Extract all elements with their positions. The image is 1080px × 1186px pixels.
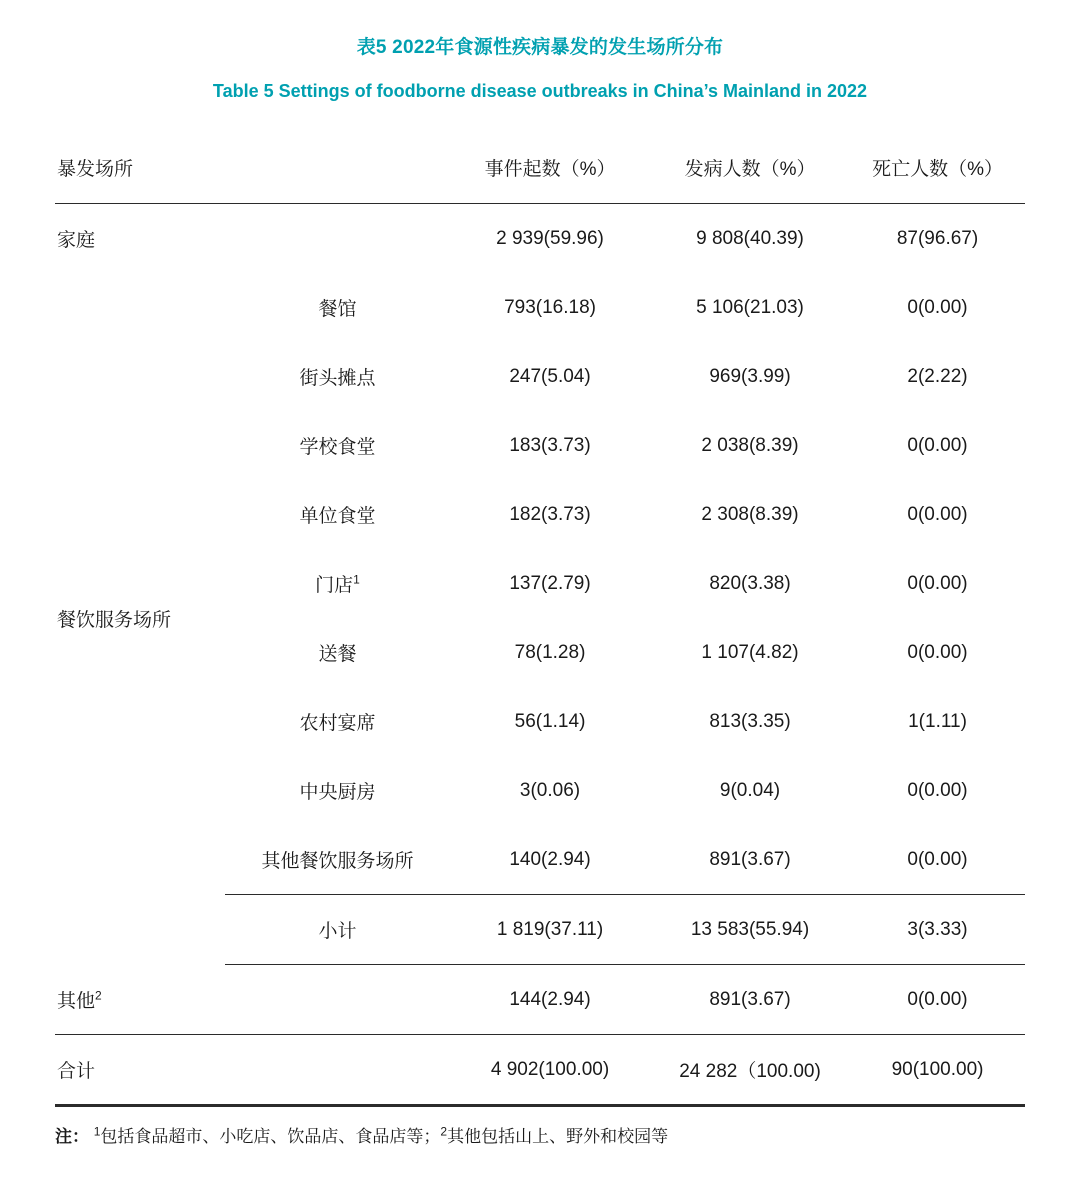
row-label: 单位食堂: [299, 506, 376, 527]
row-events: 2 939(59.96): [496, 227, 604, 249]
row-deaths: 0(0.00): [907, 848, 968, 870]
row-events: 56(1.14): [514, 710, 586, 732]
table-row-other: [55, 965, 1025, 1035]
footnote-marker-2: 2: [95, 988, 102, 1003]
row-events: 144(2.94): [509, 988, 591, 1010]
row-deaths: 0(0.00): [907, 988, 968, 1010]
row-label: 家庭: [57, 230, 96, 251]
footnote-prefix: 注：: [55, 1127, 89, 1146]
row-events: 140(2.94): [509, 848, 591, 870]
row-deaths: 0(0.00): [907, 572, 968, 594]
table-body: [55, 204, 1025, 1106]
row-cases: 820(3.38): [709, 572, 791, 594]
row-cases: 5 106(21.03): [696, 296, 804, 318]
row-cases: 13 583(55.94): [650, 895, 850, 965]
row-events: 247(5.04): [509, 365, 591, 387]
column-header-cases: 发病人数（%）: [650, 132, 850, 204]
row-cases: 1 107(4.82): [701, 641, 799, 663]
row-label: 合计: [55, 1035, 450, 1106]
row-deaths: 90(100.00): [850, 1035, 1025, 1106]
row-cases: 2 308(8.39): [701, 503, 799, 525]
footnote-text-2: 其他包括山上、野外和校园等: [447, 1127, 669, 1146]
row-deaths: 3(3.33): [850, 895, 1025, 965]
row-label: 送餐: [318, 644, 357, 665]
row-deaths: 87(96.67): [896, 227, 979, 249]
row-events: 3(0.06): [519, 779, 581, 801]
row-label: 中央厨房: [299, 782, 376, 803]
row-deaths: 0(0.00): [907, 296, 968, 318]
footnote-body: [93, 1124, 669, 1146]
settings-table: [55, 132, 1025, 1107]
row-label: [55, 965, 450, 1035]
table-header-row: [55, 132, 1025, 204]
footnote-sup-1: 1: [93, 1124, 101, 1139]
row-cases: 2 038(8.39): [701, 434, 799, 456]
row-cases: 24 282（100.00): [650, 1035, 850, 1106]
row-deaths: 2(2.22): [907, 365, 968, 387]
row-cases: 9 808(40.39): [696, 227, 804, 249]
row-deaths: 0(0.00): [907, 779, 968, 801]
row-deaths: 0(0.00): [907, 641, 968, 663]
table-row-total: [55, 1035, 1025, 1106]
row-events: 183(3.73): [509, 434, 591, 456]
footnote-marker-1: 1: [353, 572, 360, 587]
row-cases: 969(3.99): [709, 365, 791, 387]
row-deaths: 0(0.00): [907, 503, 968, 525]
column-header-deaths: 死亡人数（%）: [850, 132, 1025, 204]
table-header: [55, 132, 1025, 204]
row-events: 78(1.28): [514, 641, 586, 663]
row-label: 小计: [225, 895, 450, 965]
row-cases: 891(3.67): [709, 848, 791, 870]
footnote-text-1: 包括食品超市、小吃店、饮品店、食品店等；: [100, 1127, 441, 1146]
row-events: 4 902(100.00): [450, 1035, 650, 1106]
row-label: 餐馆: [318, 299, 357, 320]
group-label-food-service: 餐饮服务场所: [57, 610, 172, 632]
table-title-chinese: 表5 2022年食源性疾病暴发的发生场所分布: [356, 37, 724, 58]
column-header-events: 事件起数（%）: [450, 132, 650, 204]
row-events: 793(16.18): [504, 296, 596, 318]
row-deaths: 0(0.00): [907, 434, 968, 456]
column-header-setting: 暴发场所: [55, 132, 450, 204]
row-label: 学校食堂: [299, 437, 376, 458]
row-label: 农村宴席: [299, 713, 376, 734]
table-title-english: Table 5 Settings of foodborne disease outbreaks in China’s Mainland in 2022: [212, 81, 868, 101]
row-cases: 9(0.04): [719, 779, 781, 801]
row-cases: 813(3.35): [709, 710, 791, 732]
row-deaths: 1(1.11): [908, 710, 967, 732]
row-cases: 891(3.67): [709, 988, 791, 1010]
table-row: [55, 204, 1025, 274]
row-events: 1 819(37.11): [450, 895, 650, 965]
row-label: [225, 549, 450, 618]
table-footnote: [55, 1107, 1025, 1150]
footnote-sup-2: 2: [440, 1124, 448, 1139]
row-label-text: 其他: [57, 991, 96, 1012]
row-label: 其他餐饮服务场所: [261, 851, 414, 872]
row-events: 182(3.73): [509, 503, 591, 525]
row-label-text: 门店: [315, 575, 354, 596]
row-label: 街头摊点: [299, 368, 376, 389]
table-row: [55, 273, 1025, 342]
row-events: 137(2.79): [509, 572, 591, 594]
